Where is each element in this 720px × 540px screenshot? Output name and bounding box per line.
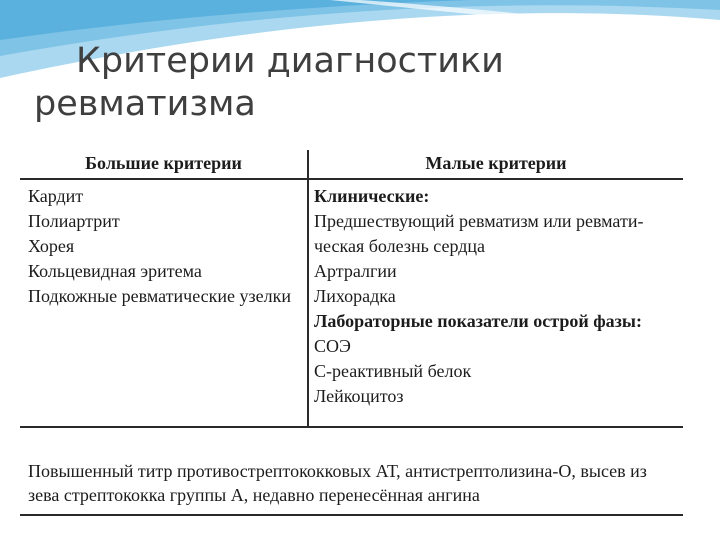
header-rule [20,178,683,180]
list-item: С-реактивный белок [314,361,472,381]
slide-title [34,40,504,126]
header-minor-criteria: Малые критерии [425,153,567,173]
footnote [28,459,647,507]
footnote-line: зева стрептококка группы А, недавно перенесённая ангина [28,485,480,505]
list-item: Полиартрит [28,211,120,231]
title-line-2: ревматизма [34,84,256,124]
lab-heading: Лабораторные показатели острой фазы: [314,311,642,331]
list-item: ческая болезнь сердца [314,236,486,256]
list-item: Лихорадка [314,286,396,306]
footnote-line: Повышенный титр противострептококковых АТ, антистрептолизина-О, высев из [28,461,647,481]
list-item: Подкожные ревматические узелки [28,286,291,306]
list-item: СОЭ [314,336,351,356]
minor-criteria-list [314,184,643,409]
list-item: Кардит [28,186,84,206]
footnote-bottom-rule [20,514,683,516]
criteria-table [20,150,683,516]
title-line-1: Критерии диагностики [76,41,504,81]
list-item: Артралгии [314,261,397,281]
clinical-heading: Клинические: [314,186,430,206]
list-item: Кольцевидная эритема [28,261,202,281]
major-criteria-list [28,184,291,309]
list-item: Лейкоцитоз [314,386,404,406]
list-item: Предшествующий ревматизм или ревмати- [314,211,644,231]
header-major-criteria: Большие критерии [85,153,242,173]
column-divider [307,150,309,426]
list-item: Хорея [28,236,75,256]
table-bottom-rule [20,426,683,428]
